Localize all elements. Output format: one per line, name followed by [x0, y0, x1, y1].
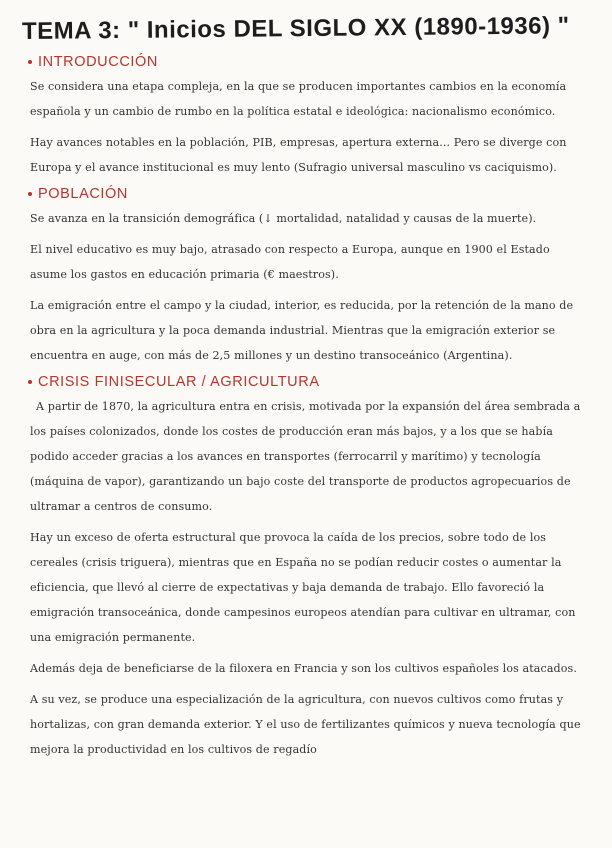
section-poblacion — [22, 186, 590, 368]
section-heading-text: INTRODUCCIÓN — [38, 54, 158, 70]
paragraph: El nivel educativo es muy bajo, atrasado con respecto a Europa, aunque en 1900 el Estado asume los gastos en educación primaria (€ maestros). — [30, 243, 550, 281]
section-crisis-finisecular — [22, 374, 590, 762]
paragraph: Además deja de beneficiarse de la filoxera en Francia y son los cultivos españoles los atacados. — [30, 662, 577, 675]
paragraph: La emigración entre el campo y la ciudad, interior, es reducida, por la retención de la mano de obra en la agricultura y la poca demanda industrial. Mientras que la emigración exterior se encuentra en auge, con más de 2,5 millones y un destino transoceánico (Argentina). — [30, 299, 574, 362]
bullet-dot — [28, 380, 32, 384]
section-heading-text: CRISIS FINISECULAR / AGRICULTURA — [38, 374, 320, 390]
paragraph: Hay un exceso de oferta estructural que provoca la caída de los precios, sobre todo de los cereales (crisis triguera), mientras que en España no se podían reducir costes o aumentar la eficiencia, que llevó al cierre de expectativas y baja demanda de trabajo. Ello favoreció la emigración transoceánica, donde campesinos europeos atendían para cultivar en ultramar, con una emigración permanente. — [30, 531, 576, 644]
paragraph: Se considera una etapa compleja, en la que se producen importantes cambios en la economía española y un cambio de rumbo en la política estatal e ideológica: nacionalismo económico. — [30, 80, 567, 118]
paragraph: Hay avances notables en la población, PIB, empresas, apertura externa... Pero se diverge con Europa y el avance institucional es muy lento (Sufragio universal masculino vs caciquismo). — [30, 136, 567, 174]
bullet-dot — [28, 60, 32, 64]
section-introduccion — [22, 54, 590, 180]
section-heading — [28, 374, 590, 390]
paragraph: Se avanza en la transición demográfica (↓ mortalidad, natalidad y causas de la muerte). — [30, 212, 537, 225]
section-heading-text: POBLACIÓN — [38, 186, 129, 202]
paragraph: A su vez, se produce una especialización de la agricultura, con nuevos cultivos como frutas y hortalizas, con gran demanda exterior. Y el uso de fertilizantes químicos y nueva tecnología que mejora la productividad en los cultivos de regadío — [30, 693, 581, 756]
bullet-dot — [28, 192, 32, 196]
paragraph: A partir de 1870, la agricultura entra en crisis, motivada por la expansión del área sembrada a los países colonizados, donde los costes de producción eran más bajos, y a los que se había podido acceder gracias a los avances en transportes (ferrocarril y marítimo) y tecnología (máquina de vapor), garantizando un bajo coste del transporte de productos agropecuarios de ultramar a centros de consumo. — [30, 400, 581, 513]
section-heading — [28, 54, 590, 70]
page-title: TEMA 3: " Inicios DEL SIGLO XX (1890-1936) " — [21, 12, 570, 45]
section-heading — [28, 186, 590, 202]
